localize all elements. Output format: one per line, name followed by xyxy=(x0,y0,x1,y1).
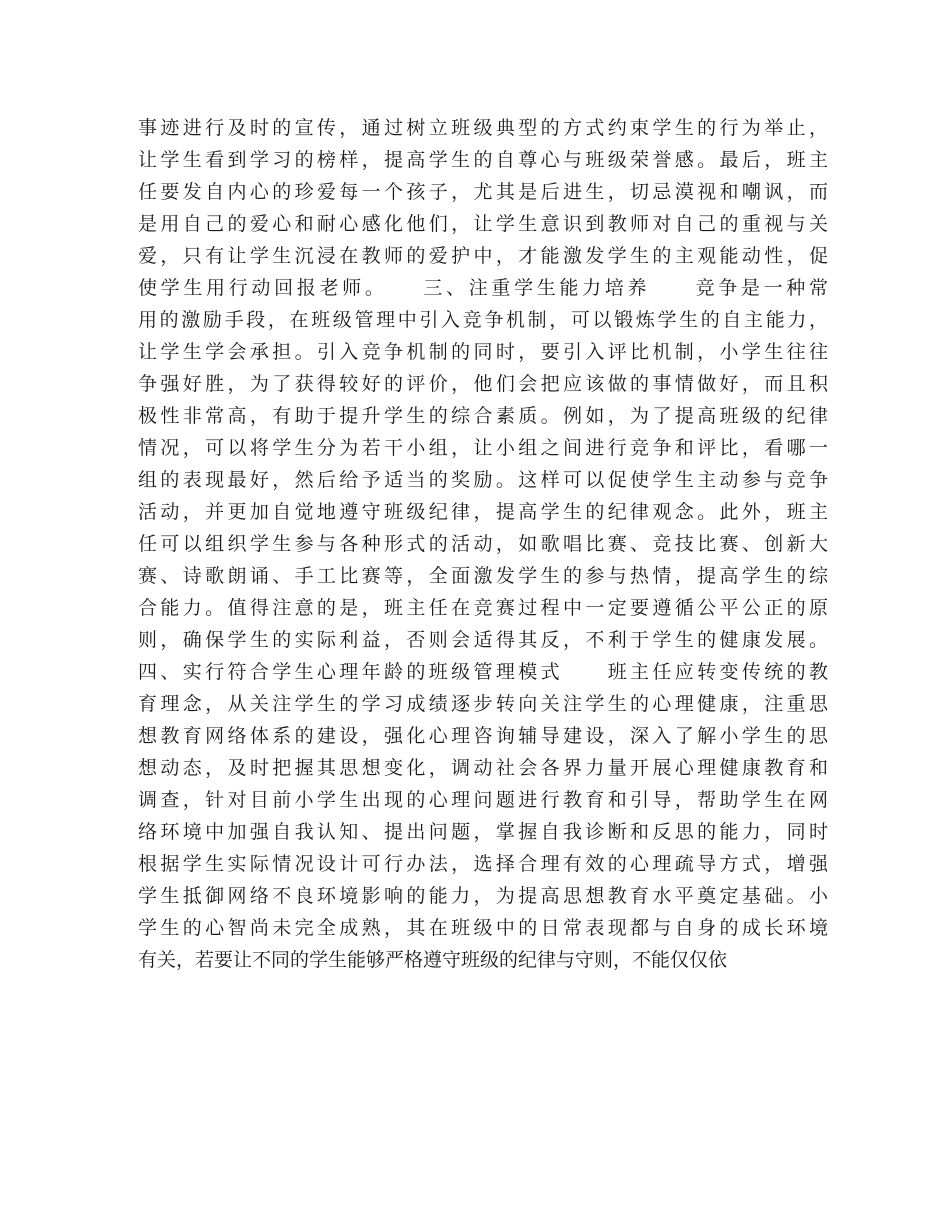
text-line: 用的激励手段，在班级管理中引入竞争机制，可以锻炼学生的自主能力， xyxy=(138,309,828,331)
text-line: 极性非常高，有助于提升学生的综合素质。例如，为了提高班级的纪律 xyxy=(138,405,828,427)
text-line: 根据学生实际情况设计可行办法，选择合理有效的心理疏导方式，增强 xyxy=(138,853,828,875)
text-line: 活动，并更加自觉地遵守班级纪律，提高学生的纪律观念。此外，班主 xyxy=(138,501,828,523)
text-line: 四、实行符合学生心理年龄的班级管理模式 班主任应转变传统的教 xyxy=(138,661,828,683)
text-line: 育理念，从关注学生的学习成绩逐步转向关注学生的心理健康，注重思 xyxy=(138,693,828,715)
text-line: 让学生学会承担。引入竞争机制的同时，要引入评比机制，小学生往往 xyxy=(138,341,828,363)
text-line: 则，确保学生的实际利益，否则会适得其反，不利于学生的健康发展。 xyxy=(138,629,828,651)
text-line: 络环境中加强自我认知、提出问题，掌握自我诊断和反思的能力，同时 xyxy=(138,821,828,843)
text-line: 学生抵御网络不良环境影响的能力，为提高思想教育水平奠定基础。小 xyxy=(138,885,828,907)
text-line: 有关，若要让不同的学生能够严格遵守班级的纪律与守则，不能仅仅依 xyxy=(138,949,728,971)
text-line: 任要发自内心的珍爱每一个孩子，尤其是后进生，切忌漠视和嘲讽，而 xyxy=(138,181,828,203)
text-line: 爱，只有让学生沉浸在教师的爱护中，才能激发学生的主观能动性，促 xyxy=(138,245,828,267)
text-line: 让学生看到学习的榜样，提高学生的自尊心与班级荣誉感。最后，班主 xyxy=(138,149,828,171)
text-line: 想动态，及时把握其思想变化，调动社会各界力量开展心理健康教育和 xyxy=(138,757,828,779)
body-text xyxy=(138,112,828,976)
text-line: 争强好胜，为了获得较好的评价，他们会把应该做的事情做好，而且积 xyxy=(138,373,828,395)
text-line: 事迹进行及时的宣传，通过树立班级典型的方式约束学生的行为举止， xyxy=(138,117,828,139)
text-line: 是用自己的爱心和耐心感化他们，让学生意识到教师对自己的重视与关 xyxy=(138,213,828,235)
text-line: 想教育网络体系的建设，强化心理咨询辅导建设，深入了解小学生的思 xyxy=(138,725,828,747)
text-line: 任可以组织学生参与各种形式的活动，如歌唱比赛、竞技比赛、创新大 xyxy=(138,533,828,555)
text-line: 调查，针对目前小学生出现的心理问题进行教育和引导，帮助学生在网 xyxy=(138,789,828,811)
text-line: 赛、诗歌朗诵、手工比赛等，全面激发学生的参与热情，提高学生的综 xyxy=(138,565,828,587)
text-line: 组的表现最好，然后给予适当的奖励。这样可以促使学生主动参与竞争 xyxy=(138,469,828,491)
text-line: 使学生用行动回报老师。 三、注重学生能力培养 竞争是一种常 xyxy=(138,277,828,299)
text-line: 合能力。值得注意的是，班主任在竞赛过程中一定要遵循公平公正的原 xyxy=(138,597,828,619)
text-line: 学生的心智尚未完全成熟，其在班级中的日常表现都与自身的成长环境 xyxy=(138,917,828,939)
text-line: 情况，可以将学生分为若干小组，让小组之间进行竞争和评比，看哪一 xyxy=(138,437,828,459)
